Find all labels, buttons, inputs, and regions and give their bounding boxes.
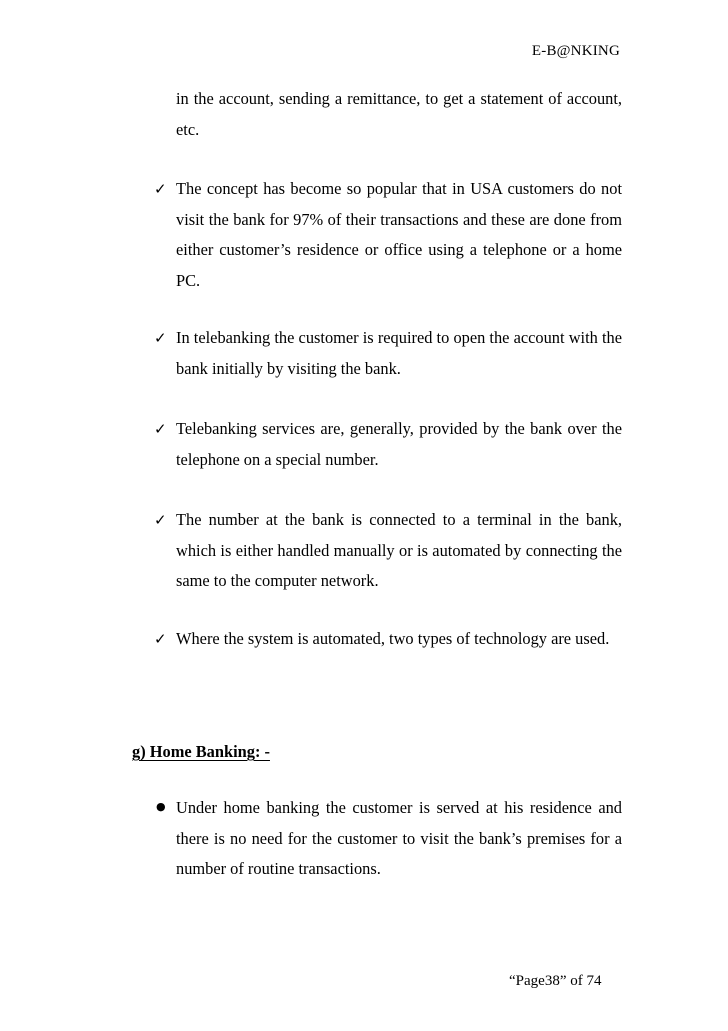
checkmark-icon [154,323,172,355]
continuation-paragraph: in the account, sending a remittance, to get a statement of account, etc. [176,89,622,139]
checkmark-icon [154,414,172,446]
checkmark-icon [154,624,172,656]
bullet-item-terminal: The number at the bank is connected to a terminal in the bank, which is either handled manually or is automated by connecting the same to the computer network. [176,510,622,590]
checkmark-icon [154,505,172,537]
page-number: “Page38” of 74 [509,973,602,989]
bullet-dot-icon [156,793,174,825]
bullet-item-open-account: In telebanking the customer is required to open the account with the bank initially by visiting the bank. [176,328,622,378]
running-header: E-B@NKING [531,43,620,59]
bullet-item-technology: Where the system is automated, two types of technology are used. [176,629,610,648]
section-heading-home-banking: g) Home Banking: - [132,742,270,761]
bullet-item-home-banking: Under home banking the customer is served at his residence and there is no need for the customer to visit the bank’s premises for a number of routine transactions. [176,798,622,878]
bullet-item-usa-popularity: The concept has become so popular that in USA customers do not visit the bank for 97% of their transactions and these are done from either customer’s residence or office using a telephone or a home PC. [176,179,622,290]
bullet-item-special-number: Telebanking services are, generally, provided by the bank over the telephone on a special number. [176,419,622,469]
checkmark-icon [154,174,172,206]
